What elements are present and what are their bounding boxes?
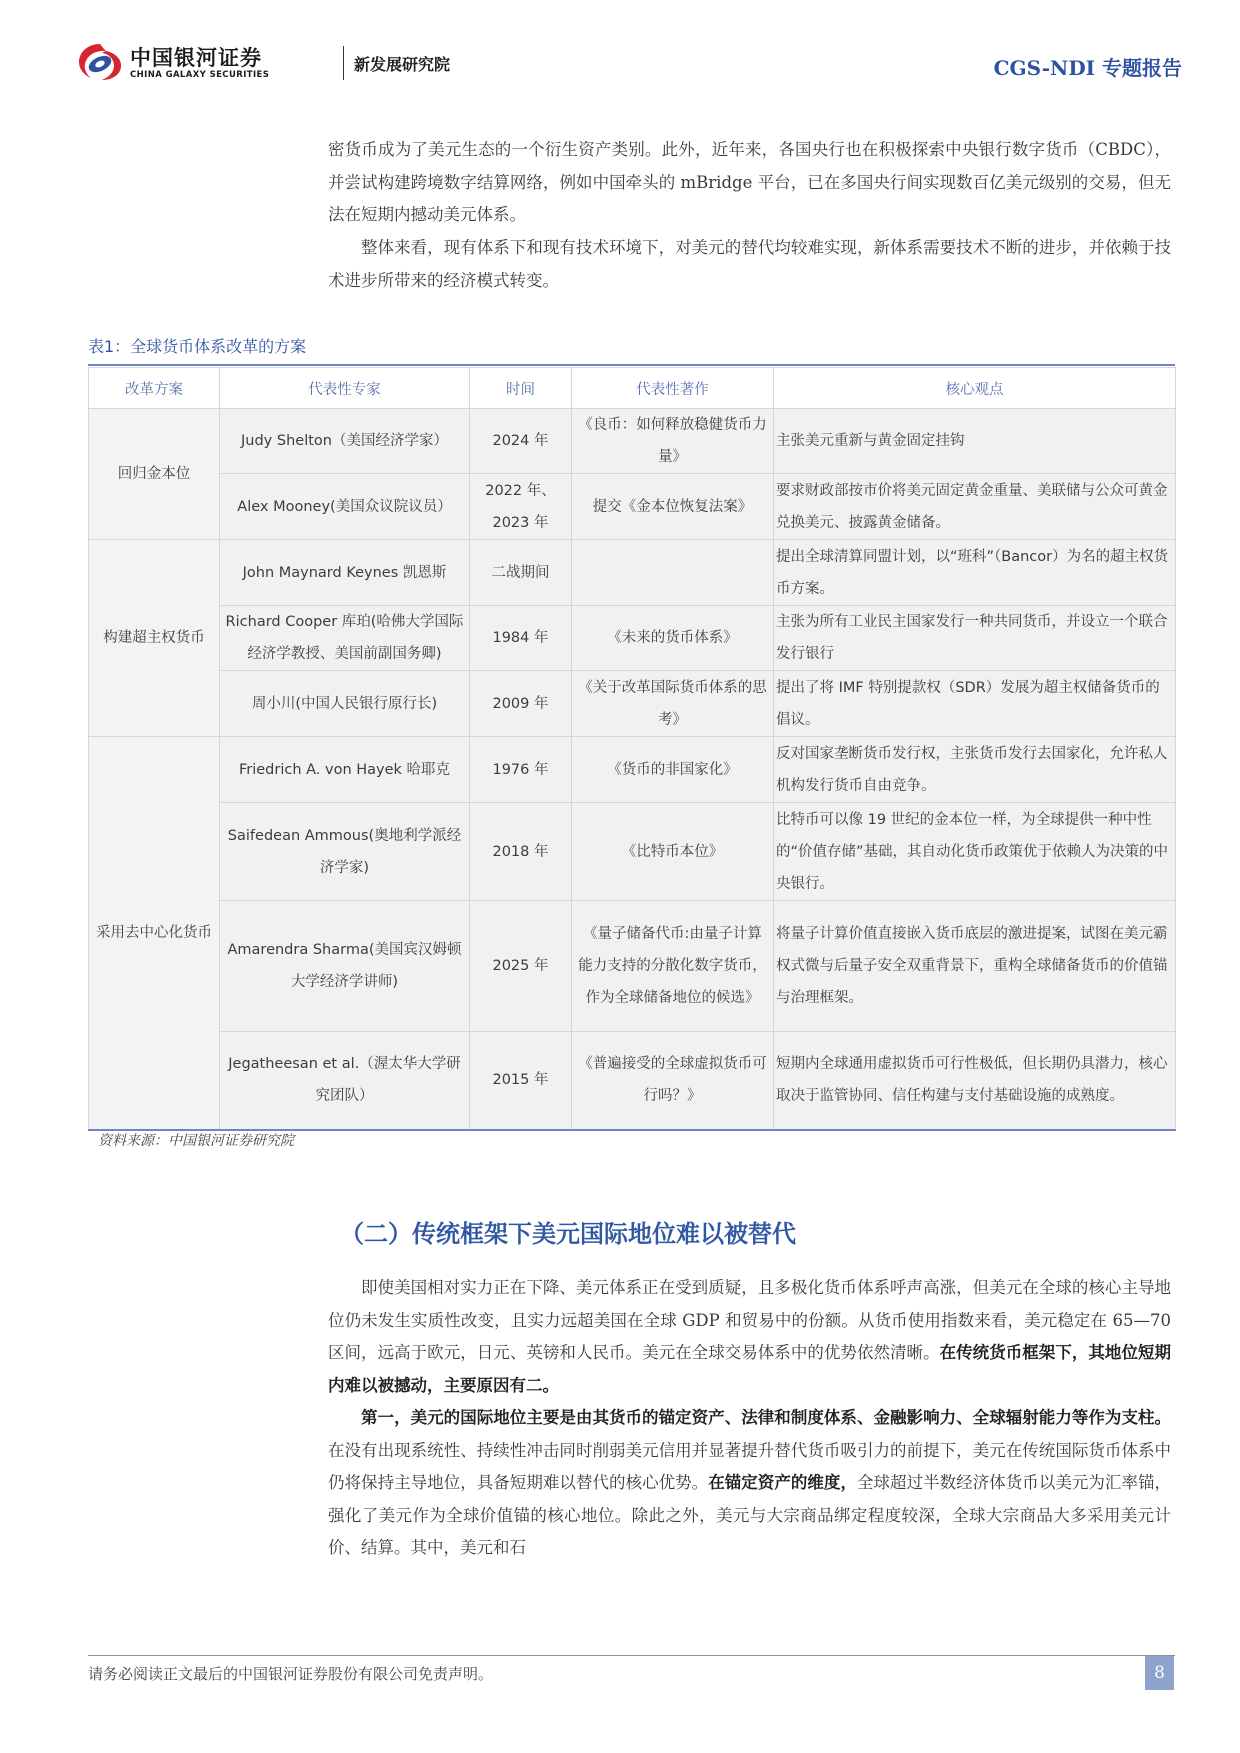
footer-disclaimer: 请务必阅读正文最后的中国银河证券股份有限公司免责声明。 [88, 1665, 494, 1683]
time-cell: 2022 年、2023 年 [470, 474, 572, 540]
column-header: 时间 [470, 368, 572, 409]
table-row [89, 901, 1176, 1032]
reform-table [88, 367, 1176, 1131]
work-cell: 《未来的货币体系》 [572, 606, 774, 671]
view-cell: 短期内全球通用虚拟货币可行性极低，但长期仍具潜力，核心取决于监管协同、信任构建与支付基础设施的成熟度。 [774, 1032, 1176, 1130]
work-cell: 《比特币本位》 [572, 803, 774, 901]
view-cell: 将量子计算价值直接嵌入货币底层的激进提案，试图在美元霸权式微与后量子安全双重背景下，重构全球储备货币的价值锚与治理框架。 [774, 901, 1176, 1032]
view-cell: 提出了将 IMF 特别提款权（SDR）发展为超主权储备货币的倡议。 [774, 671, 1176, 737]
column-header: 核心观点 [774, 368, 1176, 409]
time-cell: 1984 年 [470, 606, 572, 671]
brand-name-cn: 中国银河证券 [130, 46, 262, 70]
work-cell: 《量子储备代币:由量子计算能力支持的分散化数字货币，作为全球储备地位的候选》 [572, 901, 774, 1032]
time-cell: 1976 年 [470, 737, 572, 803]
expert-cell: Richard Cooper 库珀(哈佛大学国际经济学教授、美国前副国务卿) [220, 606, 470, 671]
expert-cell: Saifedean Ammous(奥地利学派经济学家) [220, 803, 470, 901]
paragraph-bold-text: 在传统货币框架下，其地位短期内难以被撼动，主要原因有二。 [328, 1343, 1172, 1395]
time-cell: 2025 年 [470, 901, 572, 1032]
report-tag: CGS-NDI 专题报告 [993, 56, 1182, 80]
table-title: 表1：全球货币体系改革的方案 [88, 337, 307, 356]
expert-cell: Alex Mooney(美国众议院议员） [220, 474, 470, 540]
paragraph-text: 全球超过半数经济体货币以美元为汇率锚，强化了美元作为全球价值锚的核心地位。除此之外，美元与大宗商品绑定程度较深，全球大宗商品大多采用美元计价、结算。其中，美元和石 [328, 1473, 1172, 1557]
time-cell: 2009 年 [470, 671, 572, 737]
brand-name-en: CHINA GALAXY SECURITIES [130, 70, 270, 80]
galaxy-logo-icon [76, 42, 124, 82]
time-cell: 2018 年 [470, 803, 572, 901]
category-cell: 采用去中心化货币 [89, 737, 220, 1130]
intro-paragraph-1: 密货币成为了美元生态的一个衍生资产类别。此外，近年来，各国央行也在积极探索中央银行数字货币（CBDC），并尝试构建跨境数字结算网络，例如中国牵头的 mBridge 平台，已在多国央行间实现数百亿美元级别的交易，但无法在短期内撼动美元体系。 [328, 140, 1171, 224]
table-row [89, 1032, 1176, 1130]
expert-cell: Jegatheesan et al.（渥太华大学研究团队） [220, 1032, 470, 1130]
page-header [72, 40, 1182, 90]
paragraph-bold-text: 第一，美元的国际地位主要是由其货币的锚定资产、法律和制度体系、金融影响力、全球辐射能力等作为支柱。 [361, 1408, 1171, 1427]
view-cell: 要求财政部按市价将美元固定黄金重量、美联储与公众可黄金兑换美元、披露黄金储备。 [774, 474, 1176, 540]
section-paragraph-1 [328, 1272, 1171, 1402]
view-cell: 主张为所有工业民主国家发行一种共同货币，并设立一个联合发行银行 [774, 606, 1176, 671]
paragraph-text: 在没有出现系统性、持续性冲击同时削弱美元信用并显著提升替代货币吸引力的前提下，美元在传统国际货币体系中仍将保持主导地位，具备短期难以替代的核心优势。 [328, 1440, 1171, 1492]
table-row [89, 606, 1176, 671]
category-cell: 回归金本位 [89, 409, 220, 540]
table-row [89, 409, 1176, 474]
work-cell: 《关于改革国际货币体系的思考》 [572, 671, 774, 737]
table-row [89, 803, 1176, 901]
table-source: 资料来源：中国银河证券研究院 [98, 1133, 294, 1149]
work-cell: 《货币的非国家化》 [572, 737, 774, 803]
time-cell: 二战期间 [470, 540, 572, 606]
view-cell: 提出全球清算同盟计划，以“班科”（Bancor）为名的超主权货币方案。 [774, 540, 1176, 606]
time-cell: 2024 年 [470, 409, 572, 474]
section-paragraph-2 [328, 1402, 1171, 1565]
work-cell: 《良币：如何释放稳健货币力量》 [572, 409, 774, 474]
work-cell [572, 540, 774, 606]
category-cell: 构建超主权货币 [89, 540, 220, 737]
table-row [89, 737, 1176, 803]
institute-name: 新发展研究院 [354, 55, 451, 74]
expert-cell: John Maynard Keynes 凯恩斯 [220, 540, 470, 606]
column-header: 改革方案 [89, 368, 220, 409]
expert-cell: Friedrich A. von Hayek 哈耶克 [220, 737, 470, 803]
view-cell: 比特币可以像 19 世纪的金本位一样，为全球提供一种中性的“价值存储”基础，其自动化货币政策优于依赖人为决策的中央银行。 [774, 803, 1176, 901]
time-cell: 2015 年 [470, 1032, 572, 1130]
work-cell: 《普遍接受的全球虚拟货币可行吗？》 [572, 1032, 774, 1130]
table-row [89, 671, 1176, 737]
column-header: 代表性著作 [572, 368, 774, 409]
table-top-rule [88, 364, 1175, 366]
work-cell: 提交《金本位恢复法案》 [572, 474, 774, 540]
column-header: 代表性专家 [220, 368, 470, 409]
table-row [89, 540, 1176, 606]
page-number: 8 [1145, 1656, 1174, 1690]
expert-cell: 周小川(中国人民银行原行长) [220, 671, 470, 737]
view-cell: 反对国家垄断货币发行权，主张货币发行去国家化，允许私人机构发行货币自由竞争。 [774, 737, 1176, 803]
brand-divider [343, 46, 344, 80]
paragraph-text: 即使美国相对实力正在下降、美元体系正在受到质疑，且多极化货币体系呼声高涨，但美元在全球的核心主导地位仍未发生实质性改变，且实力远超美国在全球 GDP 和贸易中的份额。从货币使用指数来看，美元稳定在 65—70 区间，远高于欧元，日元、英镑和人民币。美元在全球交易体系中的优势依然清晰。 [328, 1278, 1171, 1362]
paragraph-bold-text: 在锚定资产的维度， [708, 1473, 857, 1492]
table-row [89, 474, 1176, 540]
section-heading: （二）传统框架下美元国际地位难以被替代 [340, 1219, 796, 1248]
table-header-row [89, 368, 1176, 409]
expert-cell: Amarendra Sharma(美国宾汉姆顿大学经济学讲师) [220, 901, 470, 1032]
view-cell: 主张美元重新与黄金固定挂钩 [774, 409, 1176, 474]
intro-paragraph-2: 整体来看，现有体系下和现有技术环境下，对美元的替代均较难实现，新体系需要技术不断的进步，并依赖于技术进步所带来的经济模式转变。 [328, 238, 1171, 290]
expert-cell: Judy Shelton（美国经济学家） [220, 409, 470, 474]
footer-rule [88, 1655, 1175, 1656]
